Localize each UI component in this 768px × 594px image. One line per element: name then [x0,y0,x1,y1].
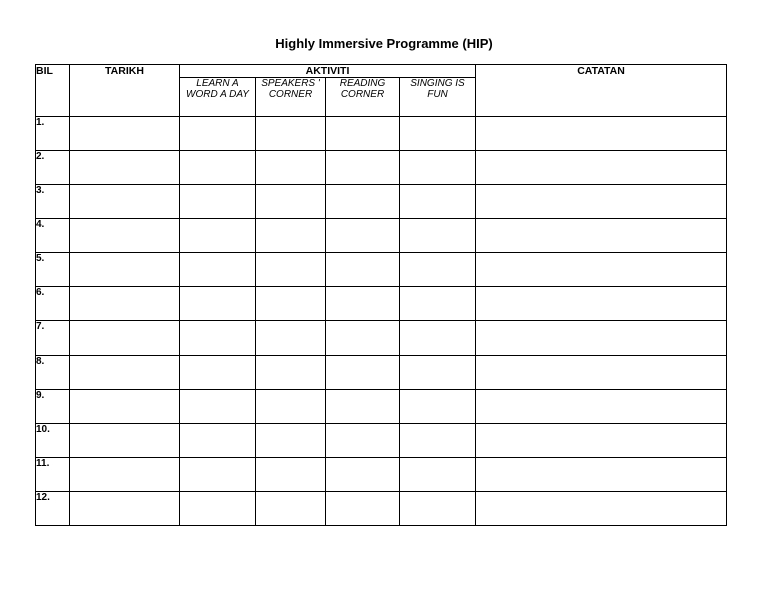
header-aktiviti: AKTIVITI [180,65,476,78]
row-number: 2. [36,151,70,185]
activity-cell-speakers-corner[interactable] [256,151,326,185]
table-body [36,117,727,526]
activity-cell-speakers-corner[interactable] [256,355,326,389]
header-bil: BIL [36,65,70,117]
table-row [36,117,727,151]
row-number: 7. [36,321,70,355]
table-row [36,185,727,219]
activity-cell-singing-is-fun[interactable] [400,219,476,253]
activity-cell-learn-a-word[interactable] [180,219,256,253]
tarikh-cell[interactable] [70,219,180,253]
activity-cell-learn-a-word[interactable] [180,355,256,389]
activity-cell-singing-is-fun[interactable] [400,457,476,491]
row-number: 12. [36,491,70,525]
row-number: 3. [36,185,70,219]
header-catatan: CATATAN [476,65,727,117]
row-number: 5. [36,253,70,287]
activity-cell-learn-a-word[interactable] [180,287,256,321]
activity-cell-singing-is-fun[interactable] [400,151,476,185]
activity-cell-singing-is-fun[interactable] [400,185,476,219]
tarikh-cell[interactable] [70,151,180,185]
activity-cell-speakers-corner[interactable] [256,253,326,287]
activity-cell-learn-a-word[interactable] [180,253,256,287]
table-row [36,219,727,253]
tarikh-cell[interactable] [70,491,180,525]
catatan-cell[interactable] [476,117,727,151]
activity-cell-speakers-corner[interactable] [256,389,326,423]
activity-cell-reading-corner[interactable] [326,423,400,457]
activity-cell-speakers-corner[interactable] [256,117,326,151]
activity-cell-speakers-corner[interactable] [256,185,326,219]
catatan-cell[interactable] [476,389,727,423]
activity-cell-speakers-corner[interactable] [256,491,326,525]
tarikh-cell[interactable] [70,457,180,491]
header-activity-reading-corner: READING CORNER [326,78,400,117]
row-number: 6. [36,287,70,321]
activity-cell-reading-corner[interactable] [326,457,400,491]
row-number: 10. [36,423,70,457]
catatan-cell[interactable] [476,491,727,525]
catatan-cell[interactable] [476,253,727,287]
tarikh-cell[interactable] [70,423,180,457]
table-row [36,491,727,525]
row-number: 9. [36,389,70,423]
activity-cell-reading-corner[interactable] [326,287,400,321]
tarikh-cell[interactable] [70,321,180,355]
catatan-cell[interactable] [476,457,727,491]
catatan-cell[interactable] [476,151,727,185]
activity-cell-reading-corner[interactable] [326,491,400,525]
table-row [36,151,727,185]
header-tarikh: TARIKH [70,65,180,117]
tarikh-cell[interactable] [70,253,180,287]
row-number: 8. [36,355,70,389]
activity-cell-reading-corner[interactable] [326,117,400,151]
table-row [36,355,727,389]
activity-cell-speakers-corner[interactable] [256,423,326,457]
header-activity-speakers-corner: SPEAKERS ' CORNER [256,78,326,117]
table-row [36,423,727,457]
catatan-cell[interactable] [476,185,727,219]
activity-cell-singing-is-fun[interactable] [400,389,476,423]
activity-cell-learn-a-word[interactable] [180,491,256,525]
activity-cell-learn-a-word[interactable] [180,423,256,457]
activity-cell-reading-corner[interactable] [326,185,400,219]
page-title: Highly Immersive Programme (HIP) [275,36,493,51]
activity-cell-speakers-corner[interactable] [256,287,326,321]
activity-cell-reading-corner[interactable] [326,321,400,355]
activity-cell-reading-corner[interactable] [326,219,400,253]
catatan-cell[interactable] [476,287,727,321]
catatan-cell[interactable] [476,321,727,355]
activity-cell-speakers-corner[interactable] [256,219,326,253]
table-row [36,253,727,287]
tarikh-cell[interactable] [70,185,180,219]
catatan-cell[interactable] [476,355,727,389]
activity-cell-reading-corner[interactable] [326,253,400,287]
tarikh-cell[interactable] [70,117,180,151]
catatan-cell[interactable] [476,423,727,457]
activity-cell-learn-a-word[interactable] [180,389,256,423]
table-row [36,457,727,491]
activity-cell-singing-is-fun[interactable] [400,321,476,355]
activity-cell-learn-a-word[interactable] [180,117,256,151]
tarikh-cell[interactable] [70,355,180,389]
activity-cell-singing-is-fun[interactable] [400,491,476,525]
activity-cell-singing-is-fun[interactable] [400,355,476,389]
header-activity-learn-a-word: LEARN A WORD A DAY [180,78,256,117]
activity-cell-learn-a-word[interactable] [180,151,256,185]
activity-cell-learn-a-word[interactable] [180,457,256,491]
row-number: 4. [36,219,70,253]
activity-cell-reading-corner[interactable] [326,355,400,389]
activity-cell-reading-corner[interactable] [326,151,400,185]
tarikh-cell[interactable] [70,287,180,321]
activity-cell-singing-is-fun[interactable] [400,253,476,287]
activity-cell-singing-is-fun[interactable] [400,423,476,457]
activity-cell-speakers-corner[interactable] [256,457,326,491]
activity-log-table [35,64,727,526]
header-activity-singing-is-fun: SINGING IS FUN [400,78,476,117]
table-row [36,287,727,321]
activity-cell-singing-is-fun[interactable] [400,287,476,321]
table-row [36,389,727,423]
tarikh-cell[interactable] [70,389,180,423]
catatan-cell[interactable] [476,219,727,253]
activity-cell-singing-is-fun[interactable] [400,117,476,151]
row-number: 1. [36,117,70,151]
activity-cell-learn-a-word[interactable] [180,321,256,355]
row-number: 11. [36,457,70,491]
table-row [36,321,727,355]
activity-cell-learn-a-word[interactable] [180,185,256,219]
activity-cell-speakers-corner[interactable] [256,321,326,355]
activity-cell-reading-corner[interactable] [326,389,400,423]
